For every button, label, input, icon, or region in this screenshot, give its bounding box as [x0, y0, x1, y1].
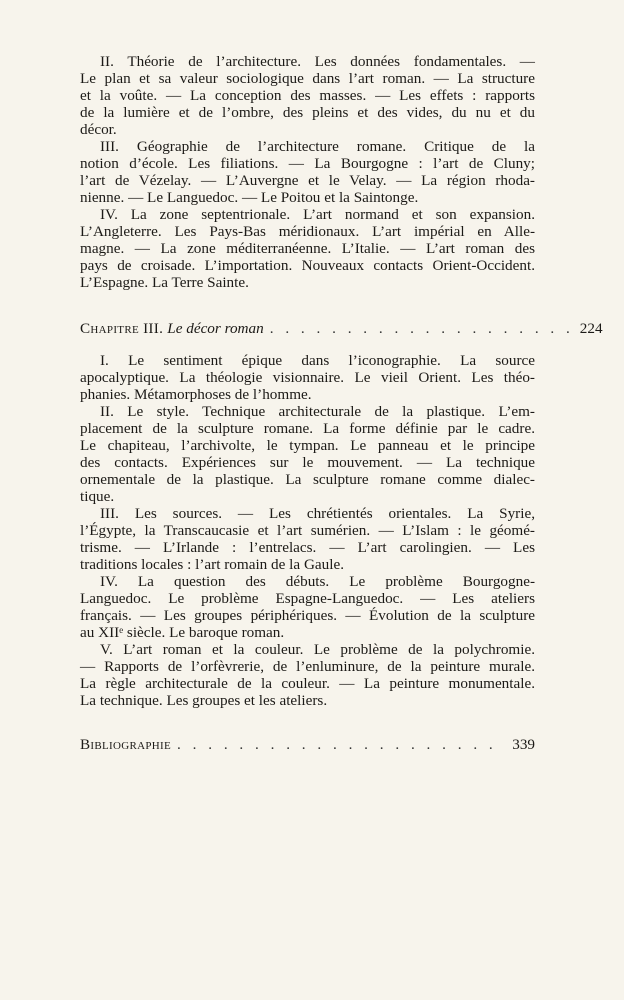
text-line: La technique. Les groupes et les ateliers. — [80, 692, 328, 709]
bibliography-label: Bibliographie — [80, 736, 172, 753]
text-line: L’Espagne. La Terre Sainte. — [80, 274, 249, 291]
text-line: L’Angleterre. Les Pays-Bas méridionaux. L’art impérial en Alle- — [80, 223, 535, 240]
text-line: I. Le sentiment épique dans l’iconographie. La source — [100, 352, 535, 369]
text-line: ornementale de la plastique. La sculpture romane comme dialec- — [80, 471, 535, 488]
text-line: nienne. — Le Languedoc. — Le Poitou et la Saintonge. — [80, 189, 419, 206]
text-line: IV. La zone septentrionale. L’art normand et son expansion. — [100, 206, 535, 223]
text-line: La règle architecturale de la couleur. — La peinture monumentale. — [80, 675, 535, 692]
dot-leader: . . . . . . . . . . . . . . . . . . . . . — [177, 736, 497, 753]
chapter-title: Le décor roman — [167, 320, 264, 337]
text-line: apocalyptique. La théologie visionnaire. Le vieil Orient. Les théo- — [80, 369, 535, 386]
chapter-3-heading — [80, 319, 603, 339]
text-line: — Rapports de l’orfèvrerie, de l’enluminure, de la peinture murale. — [80, 658, 535, 675]
text-line: magne. — La zone méditerranéenne. L’Italie. — L’art roman des — [80, 240, 535, 257]
text-line: V. L’art roman et la couleur. Le problème de la polychromie. — [100, 641, 535, 658]
text-line: l’Égypte, la Transcaucasie et l’art sumérien. — L’Islam : le géomé- — [80, 522, 535, 539]
text-line: au XIIᵉ siècle. Le baroque roman. — [80, 624, 285, 641]
text-line: placement de la sculpture romane. La forme définie par le cadre. — [80, 420, 535, 437]
text-line: tique. — [80, 488, 115, 505]
text-line: notion d’école. Les filiations. — La Bourgogne : l’art de Cluny; — [80, 155, 535, 172]
text-line: français. — Les groupes périphériques. — Évolution de la sculpture — [80, 607, 535, 624]
text-line: trisme. — L’Irlande : l’entrelacs. — L’art carolingien. — Les — [80, 539, 535, 556]
text-line: traditions locales : l’art romain de la Gaule. — [80, 556, 345, 573]
text-line: III. Géographie de l’architecture romane. Critique de la — [100, 138, 535, 155]
text-line: de la lumière et de l’ombre, des pleins et des vides, du nu et du — [80, 104, 535, 121]
bibliography-heading — [80, 735, 535, 755]
text-line: Languedoc. Le problème Espagne-Languedoc. — Les ateliers — [80, 590, 535, 607]
text-line: des contacts. Expériences sur le mouvement. — La technique — [80, 454, 535, 471]
text-line: II. Le style. Technique architecturale de la plastique. L’em- — [100, 403, 535, 420]
page-number: 339 — [512, 736, 535, 753]
text-line: pays de croisade. L’importation. Nouveaux contacts Orient-Occident. — [80, 257, 535, 274]
text-line: Le plan et sa valeur sociologique dans l’art roman. — La structure — [80, 70, 535, 87]
text-line: III. Les sources. — Les chrétientés orientales. La Syrie, — [100, 505, 535, 522]
dot-leader: . . . . . . . . . . . . . . . . . . . . — [269, 320, 574, 337]
text-line: l’art de Vézelay. — L’Auvergne et le Velay. — La région rhoda- — [80, 172, 535, 189]
text-line: décor. — [80, 121, 117, 138]
decor-sections — [80, 352, 535, 709]
chapter-label: Chapitre III. — [80, 320, 164, 337]
text-line: II. Théorie de l’architecture. Les données fondamentales. — — [100, 53, 535, 70]
text-line: et la voûte. — La conception des masses. — Les effets : rapports — [80, 87, 535, 104]
text-line: Le chapiteau, l’archivolte, le tympan. Le panneau et le principe — [80, 437, 535, 454]
text-line: phanies. Métamorphoses de l’homme. — [80, 386, 312, 403]
text-line: IV. La question des débuts. Le problème Bourgogne- — [100, 573, 535, 590]
architecture-sections — [80, 53, 535, 291]
page-number: 224 — [579, 320, 603, 337]
